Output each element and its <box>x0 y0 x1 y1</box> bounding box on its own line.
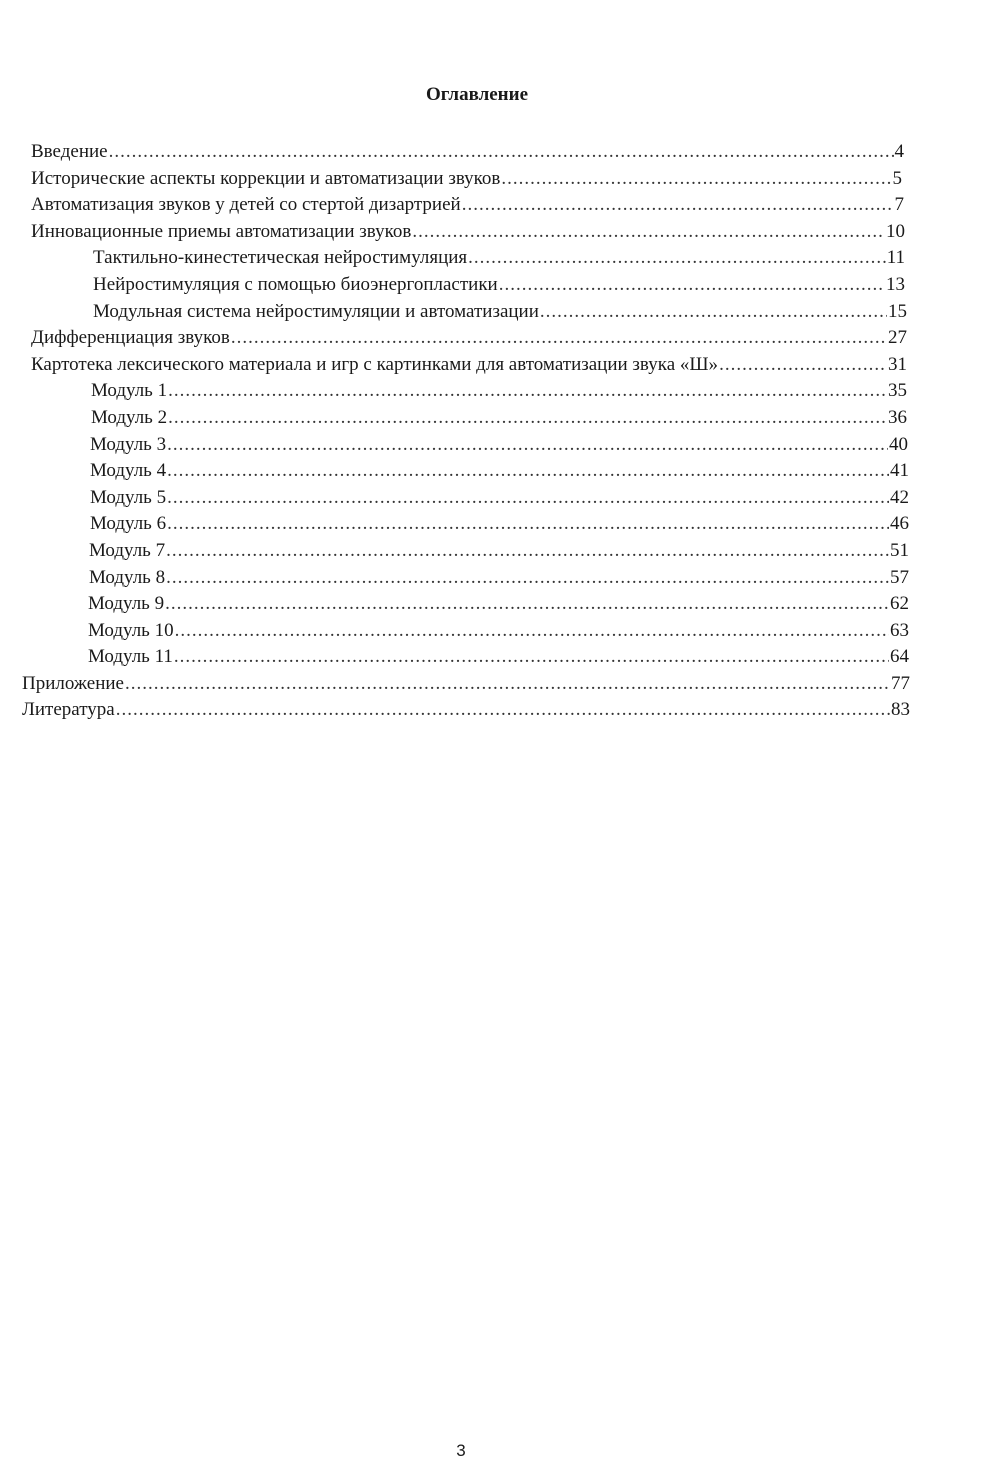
toc-title: Оглавление <box>425 84 529 105</box>
toc-entry-page: 5 <box>892 167 902 189</box>
leader-dots <box>168 405 887 432</box>
toc-entry <box>31 325 907 352</box>
toc-entry-page: 46 <box>890 513 909 535</box>
toc-entry <box>93 272 905 299</box>
toc-entry <box>31 166 902 193</box>
toc-entry <box>88 591 909 618</box>
toc-entry-label: Автоматизация звуков у детей со стертой дизартрией <box>31 194 461 216</box>
toc-entry-page: 64 <box>890 646 909 668</box>
leader-dots <box>167 432 888 459</box>
toc-entry-label: Модуль 7 <box>89 539 166 561</box>
toc-entry-label: Модуль 4 <box>90 460 167 482</box>
toc-entry-label: Модуль 11 <box>88 646 173 668</box>
toc-entry-page: 4 <box>894 141 904 162</box>
toc-entry <box>93 299 907 326</box>
toc-entry <box>31 352 907 379</box>
toc-entry <box>22 697 910 724</box>
toc-entry-page: 15 <box>888 300 907 322</box>
toc-entry-label: Модуль 3 <box>90 433 167 455</box>
toc-entry <box>31 139 904 166</box>
toc-entry <box>31 219 905 246</box>
toc-entry-label: Нейростимуляция с помощью биоэнергопластики <box>93 273 498 295</box>
toc-entry-page: 57 <box>890 566 909 588</box>
toc-entry-page: 10 <box>886 220 905 242</box>
toc-entry <box>88 644 909 671</box>
toc-entry-label: Модульная система нейростимуляции и автоматизации <box>93 300 539 322</box>
toc-entry-label: Введение <box>31 141 108 162</box>
leader-dots <box>116 697 890 724</box>
toc-entry-page: 40 <box>889 433 908 455</box>
toc-entry-label: Картотека лексического материала и игр с картинками для автоматизации звука «Ш» <box>31 353 719 375</box>
toc-entry-label: Инновационные приемы автоматизации звуков <box>31 220 412 242</box>
toc-entry <box>89 565 909 592</box>
leader-dots <box>165 591 889 618</box>
toc-entry-page: 27 <box>888 327 907 349</box>
toc-entry-page: 7 <box>894 194 904 216</box>
toc-entry-page: 11 <box>886 247 905 269</box>
toc-entry-label: Приложение <box>22 672 124 694</box>
leader-dots <box>109 139 894 166</box>
toc-entry-label: Модуль 6 <box>90 513 167 535</box>
toc-entry <box>31 192 904 219</box>
leader-dots <box>540 299 887 326</box>
toc-entry-label: Модуль 2 <box>91 406 168 428</box>
toc-entry <box>93 245 905 272</box>
toc-entry-page: 42 <box>890 486 909 508</box>
toc-entry-page: 31 <box>888 353 907 375</box>
leader-dots <box>501 166 891 193</box>
toc-entry-page: 62 <box>890 593 909 615</box>
toc-entry <box>22 671 910 698</box>
leader-dots <box>231 325 887 352</box>
toc-entry-label: Литература <box>22 699 115 721</box>
toc-entry-page: 83 <box>891 699 910 721</box>
leader-dots <box>166 565 889 592</box>
toc-entry <box>89 538 909 565</box>
leader-dots <box>167 511 889 538</box>
leader-dots <box>166 538 889 565</box>
leader-dots <box>174 644 889 671</box>
toc-entry-label: Тактильно-кинестетическая нейростимуляция <box>93 247 468 269</box>
toc-entry <box>91 378 907 405</box>
toc-entry-page: 51 <box>890 539 909 561</box>
page-number: 3 <box>456 1441 466 1460</box>
leader-dots <box>719 352 887 379</box>
toc-entry-label: Модуль 9 <box>88 593 165 615</box>
toc-entry-label: Модуль 1 <box>91 380 168 402</box>
leader-dots <box>499 272 885 299</box>
toc-entry-label: Модуль 5 <box>90 486 167 508</box>
leader-dots <box>412 219 885 246</box>
toc-entry-page: 35 <box>888 380 907 402</box>
leader-dots <box>168 378 887 405</box>
toc-entry-page: 13 <box>886 273 905 295</box>
toc-entry <box>88 618 909 645</box>
toc-entry <box>90 458 909 485</box>
toc-entry <box>90 485 909 512</box>
leader-dots <box>167 458 889 485</box>
toc-entry-page: 77 <box>891 672 910 694</box>
toc-entry-label: Дифференциация звуков <box>31 327 230 349</box>
toc-entry <box>91 405 907 432</box>
leader-dots <box>167 485 889 512</box>
toc-entry <box>90 511 909 538</box>
toc-entry-label: Исторические аспекты коррекции и автоматизации звуков <box>31 167 501 189</box>
leader-dots <box>462 192 894 219</box>
toc-entry-label: Модуль 10 <box>88 619 174 641</box>
toc-entry-label: Модуль 8 <box>89 566 166 588</box>
toc-entry-page: 36 <box>888 406 907 428</box>
leader-dots <box>175 618 889 645</box>
toc-entry-page: 63 <box>890 619 909 641</box>
leader-dots <box>468 245 886 272</box>
toc-entry-page: 41 <box>890 460 909 482</box>
table-of-contents <box>0 139 1000 724</box>
leader-dots <box>125 671 890 698</box>
toc-entry <box>90 432 908 459</box>
